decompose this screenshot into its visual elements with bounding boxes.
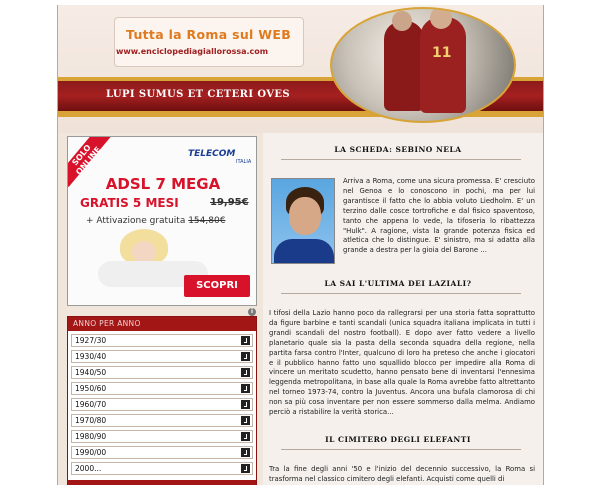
- player-head-right: [430, 7, 452, 29]
- ad-brand-sub: ITALIA: [236, 159, 252, 165]
- logo-url[interactable]: www.enciclopediagiallorossa.com: [116, 47, 269, 56]
- year-item[interactable]: [71, 398, 253, 411]
- article-title[interactable]: LA SCHEDA: SEBINO NELA: [334, 145, 462, 154]
- title-rule: [281, 293, 521, 294]
- page: [57, 5, 544, 485]
- year-label: 1940/50: [75, 368, 107, 377]
- title-rule: [281, 159, 521, 160]
- years-menu-header: ANNO PER ANNO: [68, 317, 256, 331]
- year-label: 1990/00: [75, 448, 107, 457]
- site-motto: LUPI SUMUS ET CETERI OVES: [105, 89, 291, 100]
- ad-headline: ADSL 7 MEGA: [105, 175, 221, 193]
- year-label: 1970/80: [75, 416, 107, 425]
- player-photo: [271, 178, 335, 264]
- year-go-icon[interactable]: [241, 400, 250, 409]
- ad-info-icon[interactable]: i: [248, 308, 256, 316]
- ad-offer: GRATIS 5 MESI: [80, 196, 179, 210]
- year-item[interactable]: [71, 334, 253, 347]
- year-go-icon[interactable]: [241, 432, 250, 441]
- year-go-icon[interactable]: [241, 368, 250, 377]
- player-figure-right: [420, 17, 466, 113]
- ad-activation-text: + Attivazione gratuita: [86, 216, 189, 226]
- ad-brand: TELECOM: [188, 149, 236, 159]
- ad-ribbon-text: SOLO ONLINE: [70, 142, 103, 177]
- ad-banner[interactable]: [67, 136, 257, 306]
- player-figure-left: [384, 21, 424, 111]
- years-menu: [67, 316, 257, 485]
- year-go-icon[interactable]: [241, 448, 250, 457]
- year-item[interactable]: [71, 446, 253, 459]
- year-go-icon[interactable]: [241, 416, 250, 425]
- year-item[interactable]: [71, 462, 253, 475]
- ad-cta-button[interactable]: SCOPRI: [184, 275, 250, 297]
- ad-model-face: [132, 241, 156, 263]
- year-label: 1930/40: [75, 352, 107, 361]
- main-content: [263, 133, 544, 485]
- player-head-left: [392, 11, 412, 31]
- year-item[interactable]: [71, 382, 253, 395]
- year-go-icon[interactable]: [241, 384, 250, 393]
- player-shirt: [274, 239, 334, 264]
- years-menu-footer: [68, 480, 256, 485]
- left-column: [67, 136, 257, 485]
- site-header: [58, 5, 544, 133]
- article-text: I tifosi della Lazio hanno poco da rallegrarsi per una storia fatta soprattutto da figure barbine e tanti scandali (unica squadra italiana implicata in tutti i grandi scandali del nostro football). E dopo aver fatto vedere a livello planetario quale sia la pasta della seconda squadra della regione, nella partita farsa contro l'Inter, qualcuno di loro ha preteso che anche i giocatori e il pubblico hanno fatto uno squallido blocco per impedire alla Roma di vincere un meritato scudetto, hanno pensato bene di inventarsi l'ennesima leggenda metropolitana, in base alla quale la Roma avrebbe fatto altrettanto nel torneo 1973-74, contro la Juventus. Ancora una bufala clamorosa di chi non sa più cosa inventare per non essere sommerso dalla melma. Andiamo perciò a ristabilire la verità storica...: [269, 309, 535, 417]
- article-title[interactable]: LA SAI L'ULTIMA DEI LAZIALI?: [324, 279, 472, 288]
- year-go-icon[interactable]: [241, 336, 250, 345]
- year-label: 1980/90: [75, 432, 107, 441]
- title-rule: [281, 449, 521, 450]
- year-label: 2000...: [75, 464, 102, 473]
- ad-old-price: 19,95€: [210, 197, 249, 208]
- year-label: 1950/60: [75, 384, 107, 393]
- ad-activation-old-price: 154,80€: [188, 216, 226, 226]
- year-item[interactable]: [71, 414, 253, 427]
- shirt-number: 11: [432, 45, 452, 61]
- year-go-icon[interactable]: [241, 464, 250, 473]
- year-item[interactable]: [71, 350, 253, 363]
- article-title[interactable]: IL CIMITERO DEGLI ELEFANTI: [325, 435, 471, 444]
- article-text: Tra la fine degli anni '50 e l'inizio del decennio successivo, la Roma si trasforma nel classico cimitero degli elefanti. Acquisti come quelli di: [269, 465, 535, 483]
- article-text: Arriva a Roma, come una sicura promessa. E' cresciuto nel Genoa e lo conoscono in pochi, ma per lui garantisce il fatto che lo abbia voluto Liedholm. E' un terzino dalle cosce tortrofiche e dal fisico spaventoso, tanto che appena lo vede, la tifoseria lo ribattezza "Hulk". A ragione, vista la grande potenza fisica ed atletica che lo distingue. E' sinistro, ma si adatta alla grande a destra per la gioia del Barone ...: [343, 177, 535, 255]
- year-item[interactable]: [71, 430, 253, 443]
- logo-box[interactable]: [114, 17, 304, 67]
- year-go-icon[interactable]: [241, 352, 250, 361]
- year-label: 1927/30: [75, 336, 107, 345]
- player-face: [289, 197, 321, 235]
- year-item[interactable]: [71, 366, 253, 379]
- year-label: 1960/70: [75, 400, 107, 409]
- ad-activation: [86, 216, 225, 226]
- logo-title[interactable]: Tutta la Roma sul WEB: [126, 27, 292, 42]
- header-photo: [330, 7, 516, 123]
